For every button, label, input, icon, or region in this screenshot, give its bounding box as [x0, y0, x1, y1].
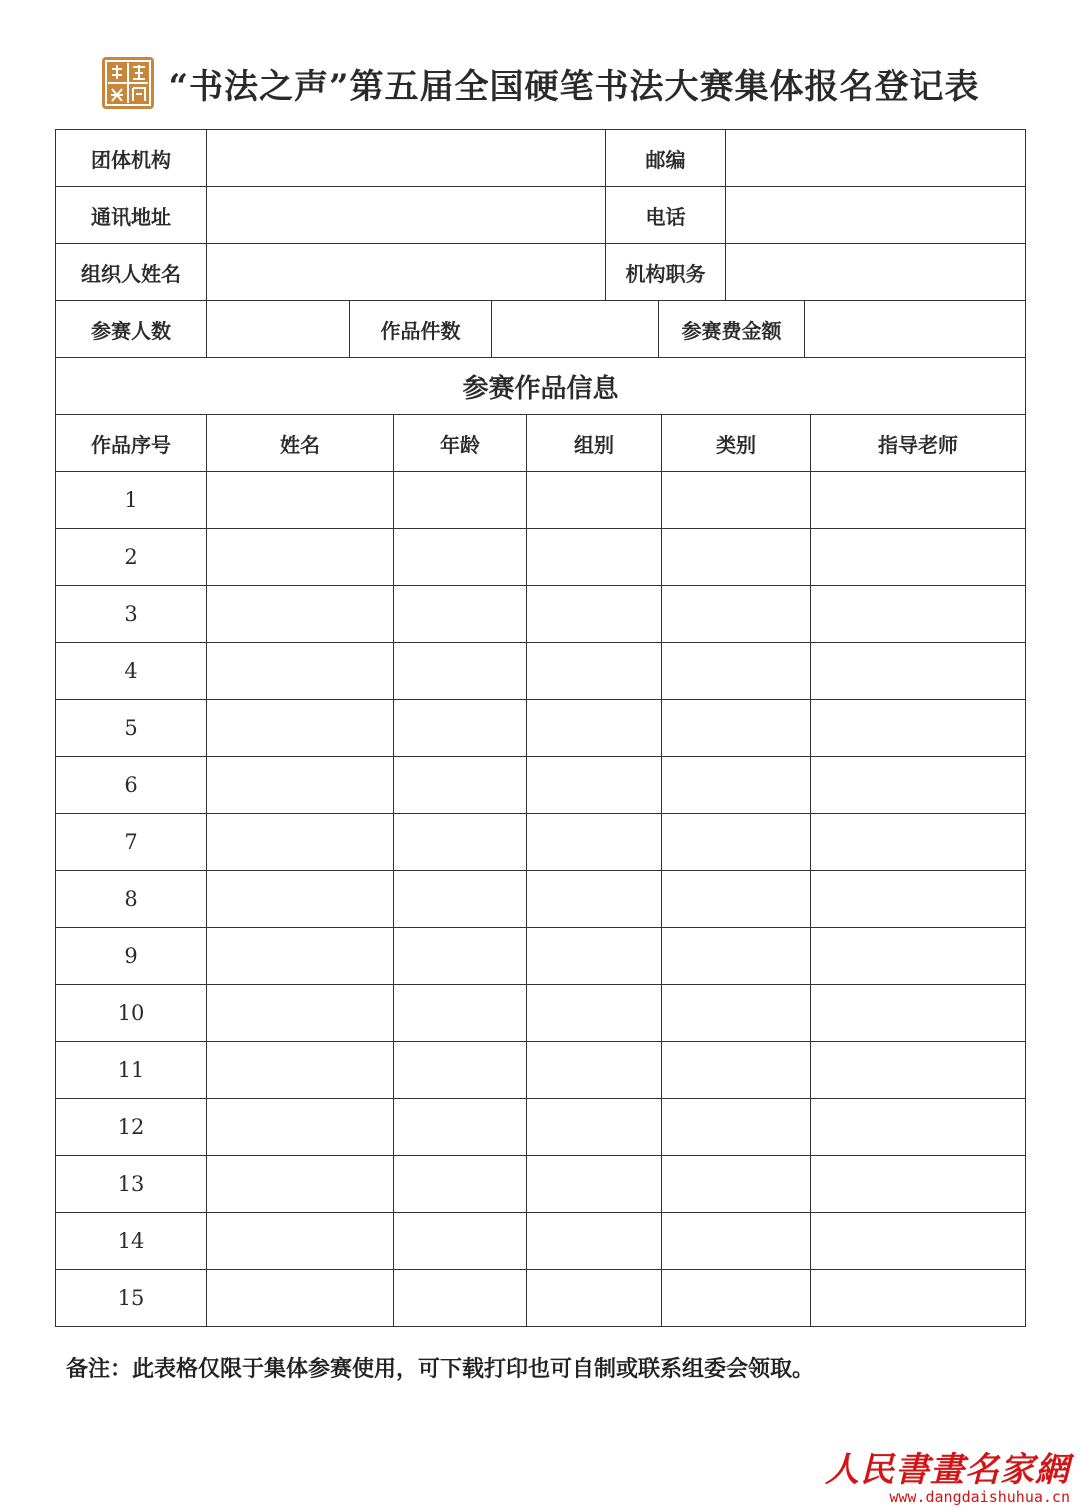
fee-label: 参赛费金额: [659, 301, 805, 357]
col-age-cell[interactable]: [394, 814, 527, 871]
row-number: 6: [56, 757, 207, 814]
col-category-cell[interactable]: [662, 871, 811, 928]
col-teacher-cell[interactable]: [811, 757, 1026, 814]
watermark-url: www.dangdaishuhua.cn: [889, 1488, 1070, 1506]
col-category-cell[interactable]: [662, 814, 811, 871]
info-row-address: [56, 187, 1026, 244]
table-row: [56, 985, 1026, 1042]
col-teacher-cell[interactable]: [811, 1213, 1026, 1270]
col-group-cell[interactable]: [527, 643, 662, 700]
col-teacher-cell[interactable]: [811, 472, 1026, 529]
address-field[interactable]: [207, 187, 606, 243]
col-age-cell[interactable]: [394, 985, 527, 1042]
col-group-cell[interactable]: [527, 1270, 662, 1327]
table-row: [56, 643, 1026, 700]
col-name-cell[interactable]: [207, 928, 394, 985]
row-number: 8: [56, 871, 207, 928]
col-name-cell[interactable]: [207, 1270, 394, 1327]
table-row: [56, 1156, 1026, 1213]
col-category-cell[interactable]: [662, 1213, 811, 1270]
table-row: [56, 814, 1026, 871]
col-category-cell[interactable]: [662, 643, 811, 700]
row-number: 12: [56, 1099, 207, 1156]
col-category-cell[interactable]: [662, 472, 811, 529]
participants-field[interactable]: [207, 301, 350, 357]
table-row: [56, 757, 1026, 814]
phone-label: 电话: [606, 187, 726, 243]
table-row: [56, 529, 1026, 586]
row-number: 11: [56, 1042, 207, 1099]
col-category-cell[interactable]: [662, 700, 811, 757]
col-age-cell[interactable]: [394, 928, 527, 985]
table-row: [56, 1099, 1026, 1156]
row-number: 5: [56, 700, 207, 757]
col-teacher-cell[interactable]: [811, 586, 1026, 643]
col-group-cell[interactable]: [527, 700, 662, 757]
col-group-cell[interactable]: [527, 1213, 662, 1270]
org-label: 团体机构: [56, 130, 207, 187]
row-number: 2: [56, 529, 207, 586]
row-number: 9: [56, 928, 207, 985]
row-number: 15: [56, 1270, 207, 1327]
info-row-organization-fields: [207, 130, 1026, 187]
col-category-cell[interactable]: [662, 1156, 811, 1213]
table-row: [56, 472, 1026, 529]
info-row-organizer-fields: [207, 244, 1026, 301]
col-age-cell[interactable]: [394, 1099, 527, 1156]
address-label: 通讯地址: [56, 187, 207, 244]
col-age-header: 年龄: [394, 415, 527, 472]
info-row-counts: [56, 301, 1026, 358]
col-teacher-cell[interactable]: [811, 871, 1026, 928]
col-category-cell[interactable]: [662, 1270, 811, 1327]
col-teacher-cell[interactable]: [811, 643, 1026, 700]
col-age-cell[interactable]: [394, 643, 527, 700]
col-age-cell[interactable]: [394, 529, 527, 586]
postcode-field[interactable]: [726, 130, 1025, 186]
col-category-cell[interactable]: [662, 1099, 811, 1156]
col-age-cell[interactable]: [394, 1270, 527, 1327]
fee-field[interactable]: [805, 301, 1025, 357]
col-name-cell[interactable]: [207, 1156, 394, 1213]
row-number: 1: [56, 472, 207, 529]
info-row-organization: [56, 130, 1026, 187]
col-group-cell[interactable]: [527, 814, 662, 871]
seal-logo-icon: [100, 55, 156, 111]
col-name-cell[interactable]: [207, 586, 394, 643]
col-teacher-cell[interactable]: [811, 1042, 1026, 1099]
row-number: 10: [56, 985, 207, 1042]
col-teacher-cell[interactable]: [811, 1156, 1026, 1213]
col-group-cell[interactable]: [527, 586, 662, 643]
row-number: 13: [56, 1156, 207, 1213]
col-group-cell[interactable]: [527, 1156, 662, 1213]
col-group-cell[interactable]: [527, 928, 662, 985]
table-row: [56, 871, 1026, 928]
col-age-cell[interactable]: [394, 757, 527, 814]
col-name-cell[interactable]: [207, 529, 394, 586]
participants-label: 参赛人数: [56, 301, 207, 358]
col-group-cell[interactable]: [527, 1099, 662, 1156]
works-count-field[interactable]: [492, 301, 659, 357]
phone-field[interactable]: [726, 187, 1025, 243]
organizer-field[interactable]: [207, 244, 606, 300]
col-age-cell[interactable]: [394, 586, 527, 643]
works-count-label: 作品件数: [350, 301, 492, 357]
col-teacher-cell[interactable]: [811, 1099, 1026, 1156]
col-name-cell[interactable]: [207, 814, 394, 871]
page-header: [0, 50, 1080, 116]
position-field[interactable]: [726, 244, 1025, 300]
col-name-cell[interactable]: [207, 472, 394, 529]
section-row: [56, 358, 1026, 415]
col-teacher-cell[interactable]: [811, 1270, 1026, 1327]
organizer-label: 组织人姓名: [56, 244, 207, 301]
row-number: 7: [56, 814, 207, 871]
watermark-name: 人民書畫名家網: [825, 1450, 1070, 1490]
info-row-address-fields: [207, 187, 1026, 244]
col-group-cell[interactable]: [527, 757, 662, 814]
row-number: 3: [56, 586, 207, 643]
table-row: [56, 1042, 1026, 1099]
col-group-header: 组别: [527, 415, 662, 472]
col-category-cell[interactable]: [662, 928, 811, 985]
col-category-cell[interactable]: [662, 586, 811, 643]
col-work-number-header: 作品序号: [56, 415, 207, 472]
col-group-cell[interactable]: [527, 985, 662, 1042]
col-teacher-header: 指导老师: [811, 415, 1026, 472]
page-title: “书法之声”第五届全国硬笔书法大赛集体报名登记表: [168, 66, 980, 107]
col-category-cell[interactable]: [662, 757, 811, 814]
watermark: [820, 1452, 1070, 1506]
table-row: [56, 586, 1026, 643]
col-name-cell[interactable]: [207, 985, 394, 1042]
org-field[interactable]: [207, 130, 606, 186]
col-age-cell[interactable]: [394, 1213, 527, 1270]
col-age-cell[interactable]: [394, 871, 527, 928]
col-name-cell[interactable]: [207, 643, 394, 700]
col-name-cell[interactable]: [207, 1042, 394, 1099]
col-age-cell[interactable]: [394, 1156, 527, 1213]
table-row: [56, 928, 1026, 985]
col-age-cell[interactable]: [394, 472, 527, 529]
col-teacher-cell[interactable]: [811, 928, 1026, 985]
table-row: [56, 1270, 1026, 1327]
table-row: [56, 1213, 1026, 1270]
row-number: 4: [56, 643, 207, 700]
col-category-cell[interactable]: [662, 529, 811, 586]
col-name-cell[interactable]: [207, 700, 394, 757]
col-category-cell[interactable]: [662, 985, 811, 1042]
row-number: 14: [56, 1213, 207, 1270]
col-category-cell[interactable]: [662, 1042, 811, 1099]
col-name-cell[interactable]: [207, 1099, 394, 1156]
col-group-cell[interactable]: [527, 871, 662, 928]
postcode-label: 邮编: [606, 130, 726, 186]
section-title: 参赛作品信息: [56, 358, 1026, 415]
col-teacher-cell[interactable]: [811, 985, 1026, 1042]
col-group-cell[interactable]: [527, 529, 662, 586]
info-row-organizer: [56, 244, 1026, 301]
col-name-cell[interactable]: [207, 1213, 394, 1270]
table-row: [56, 700, 1026, 757]
col-teacher-cell[interactable]: [811, 814, 1026, 871]
registration-form-table: [55, 129, 1026, 1327]
column-header-row: [56, 415, 1026, 472]
info-row-counts-fields: [207, 301, 1026, 358]
col-name-cell[interactable]: [207, 757, 394, 814]
col-group-cell[interactable]: [527, 472, 662, 529]
footnote: 备注：此表格仅限于集体参赛使用，可下载打印也可自制或联系组委会领取。: [66, 1356, 815, 1382]
col-teacher-cell[interactable]: [811, 700, 1026, 757]
position-label: 机构职务: [606, 244, 726, 300]
col-name-header: 姓名: [207, 415, 394, 472]
col-name-cell[interactable]: [207, 871, 394, 928]
col-age-cell[interactable]: [394, 700, 527, 757]
col-category-header: 类别: [662, 415, 811, 472]
col-age-cell[interactable]: [394, 1042, 527, 1099]
col-teacher-cell[interactable]: [811, 529, 1026, 586]
col-group-cell[interactable]: [527, 1042, 662, 1099]
